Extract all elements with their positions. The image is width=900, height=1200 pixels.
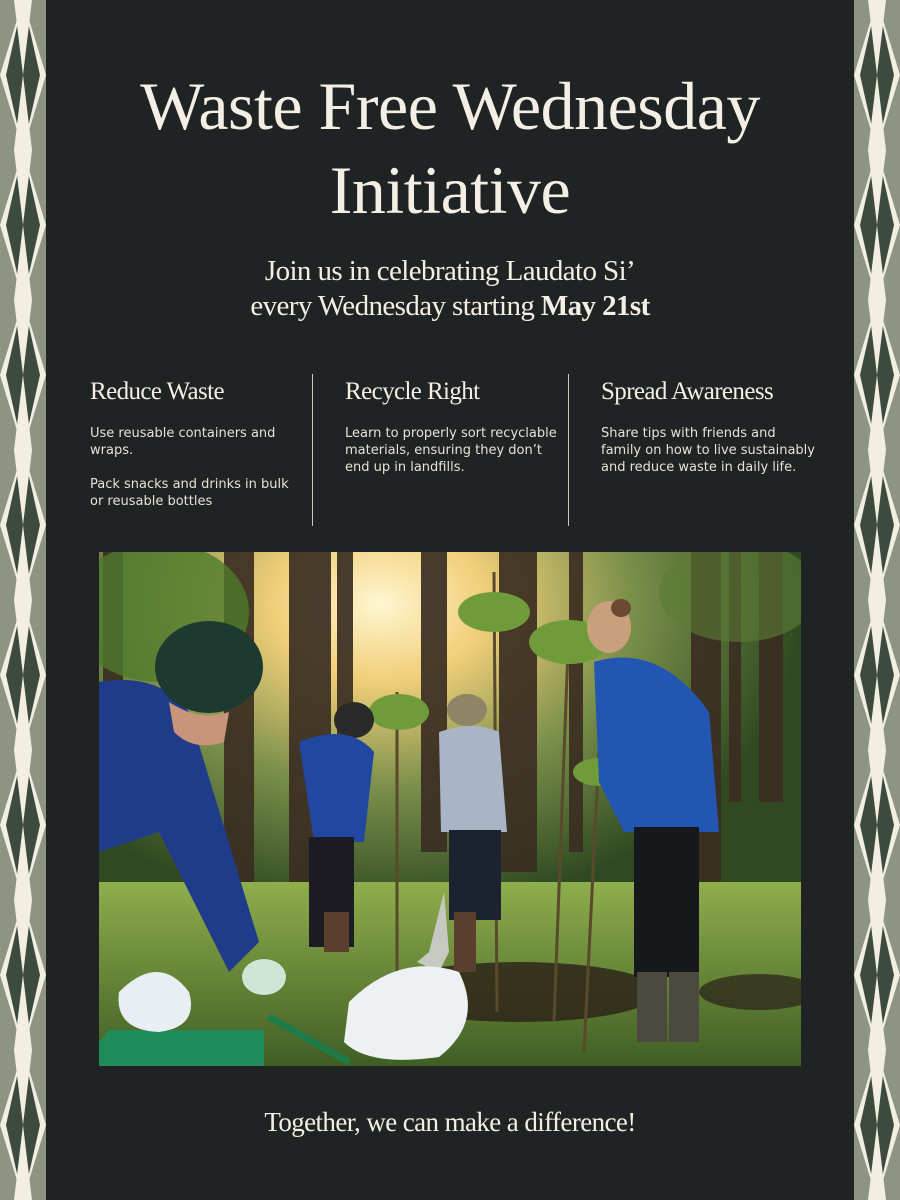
feature-text: Learn to properly sort recyclable materials, ensuring they don’t end up in landfills.: [345, 426, 557, 475]
feature-columns: [90, 374, 815, 526]
start-date: May 21st: [540, 290, 650, 322]
diamond-pattern-right: [854, 0, 900, 1200]
column-divider: [568, 374, 569, 526]
feature-text: Use reusable containers and wraps.: [90, 426, 276, 458]
feature-heading: Reduce Waste: [90, 378, 225, 405]
title-line-2: Initiative: [329, 152, 571, 228]
volunteers-planting-photo: [99, 552, 801, 1066]
left-decorative-border: [0, 0, 46, 1200]
footer-tagline: Together, we can make a difference!: [264, 1107, 636, 1137]
page-title: [46, 64, 854, 232]
subtitle: [46, 254, 854, 324]
feature-recycle-right: [345, 374, 560, 526]
feature-heading: Recycle Right: [345, 378, 480, 405]
right-decorative-border: [854, 0, 900, 1200]
subtitle-line-2-prefix: every Wednesday starting: [250, 290, 541, 322]
forest-tree-planting-illustration: [99, 552, 801, 1066]
subtitle-line-1: Join us in celebrating Laudato Si’: [264, 255, 636, 287]
feature-spread-awareness: [601, 374, 816, 526]
feature-text: Share tips with friends and family on how to live sustainably and reduce waste in daily life.: [601, 426, 815, 475]
feature-text: Pack snacks and drinks in bulk or reusable bottles: [90, 477, 289, 509]
poster: [46, 0, 854, 1200]
feature-heading: Spread Awareness: [601, 378, 774, 405]
feature-reduce-waste: [90, 374, 305, 526]
title-line-1: Waste Free Wednesday: [140, 68, 760, 144]
diamond-pattern-left: [0, 0, 46, 1200]
column-divider: [312, 374, 313, 526]
